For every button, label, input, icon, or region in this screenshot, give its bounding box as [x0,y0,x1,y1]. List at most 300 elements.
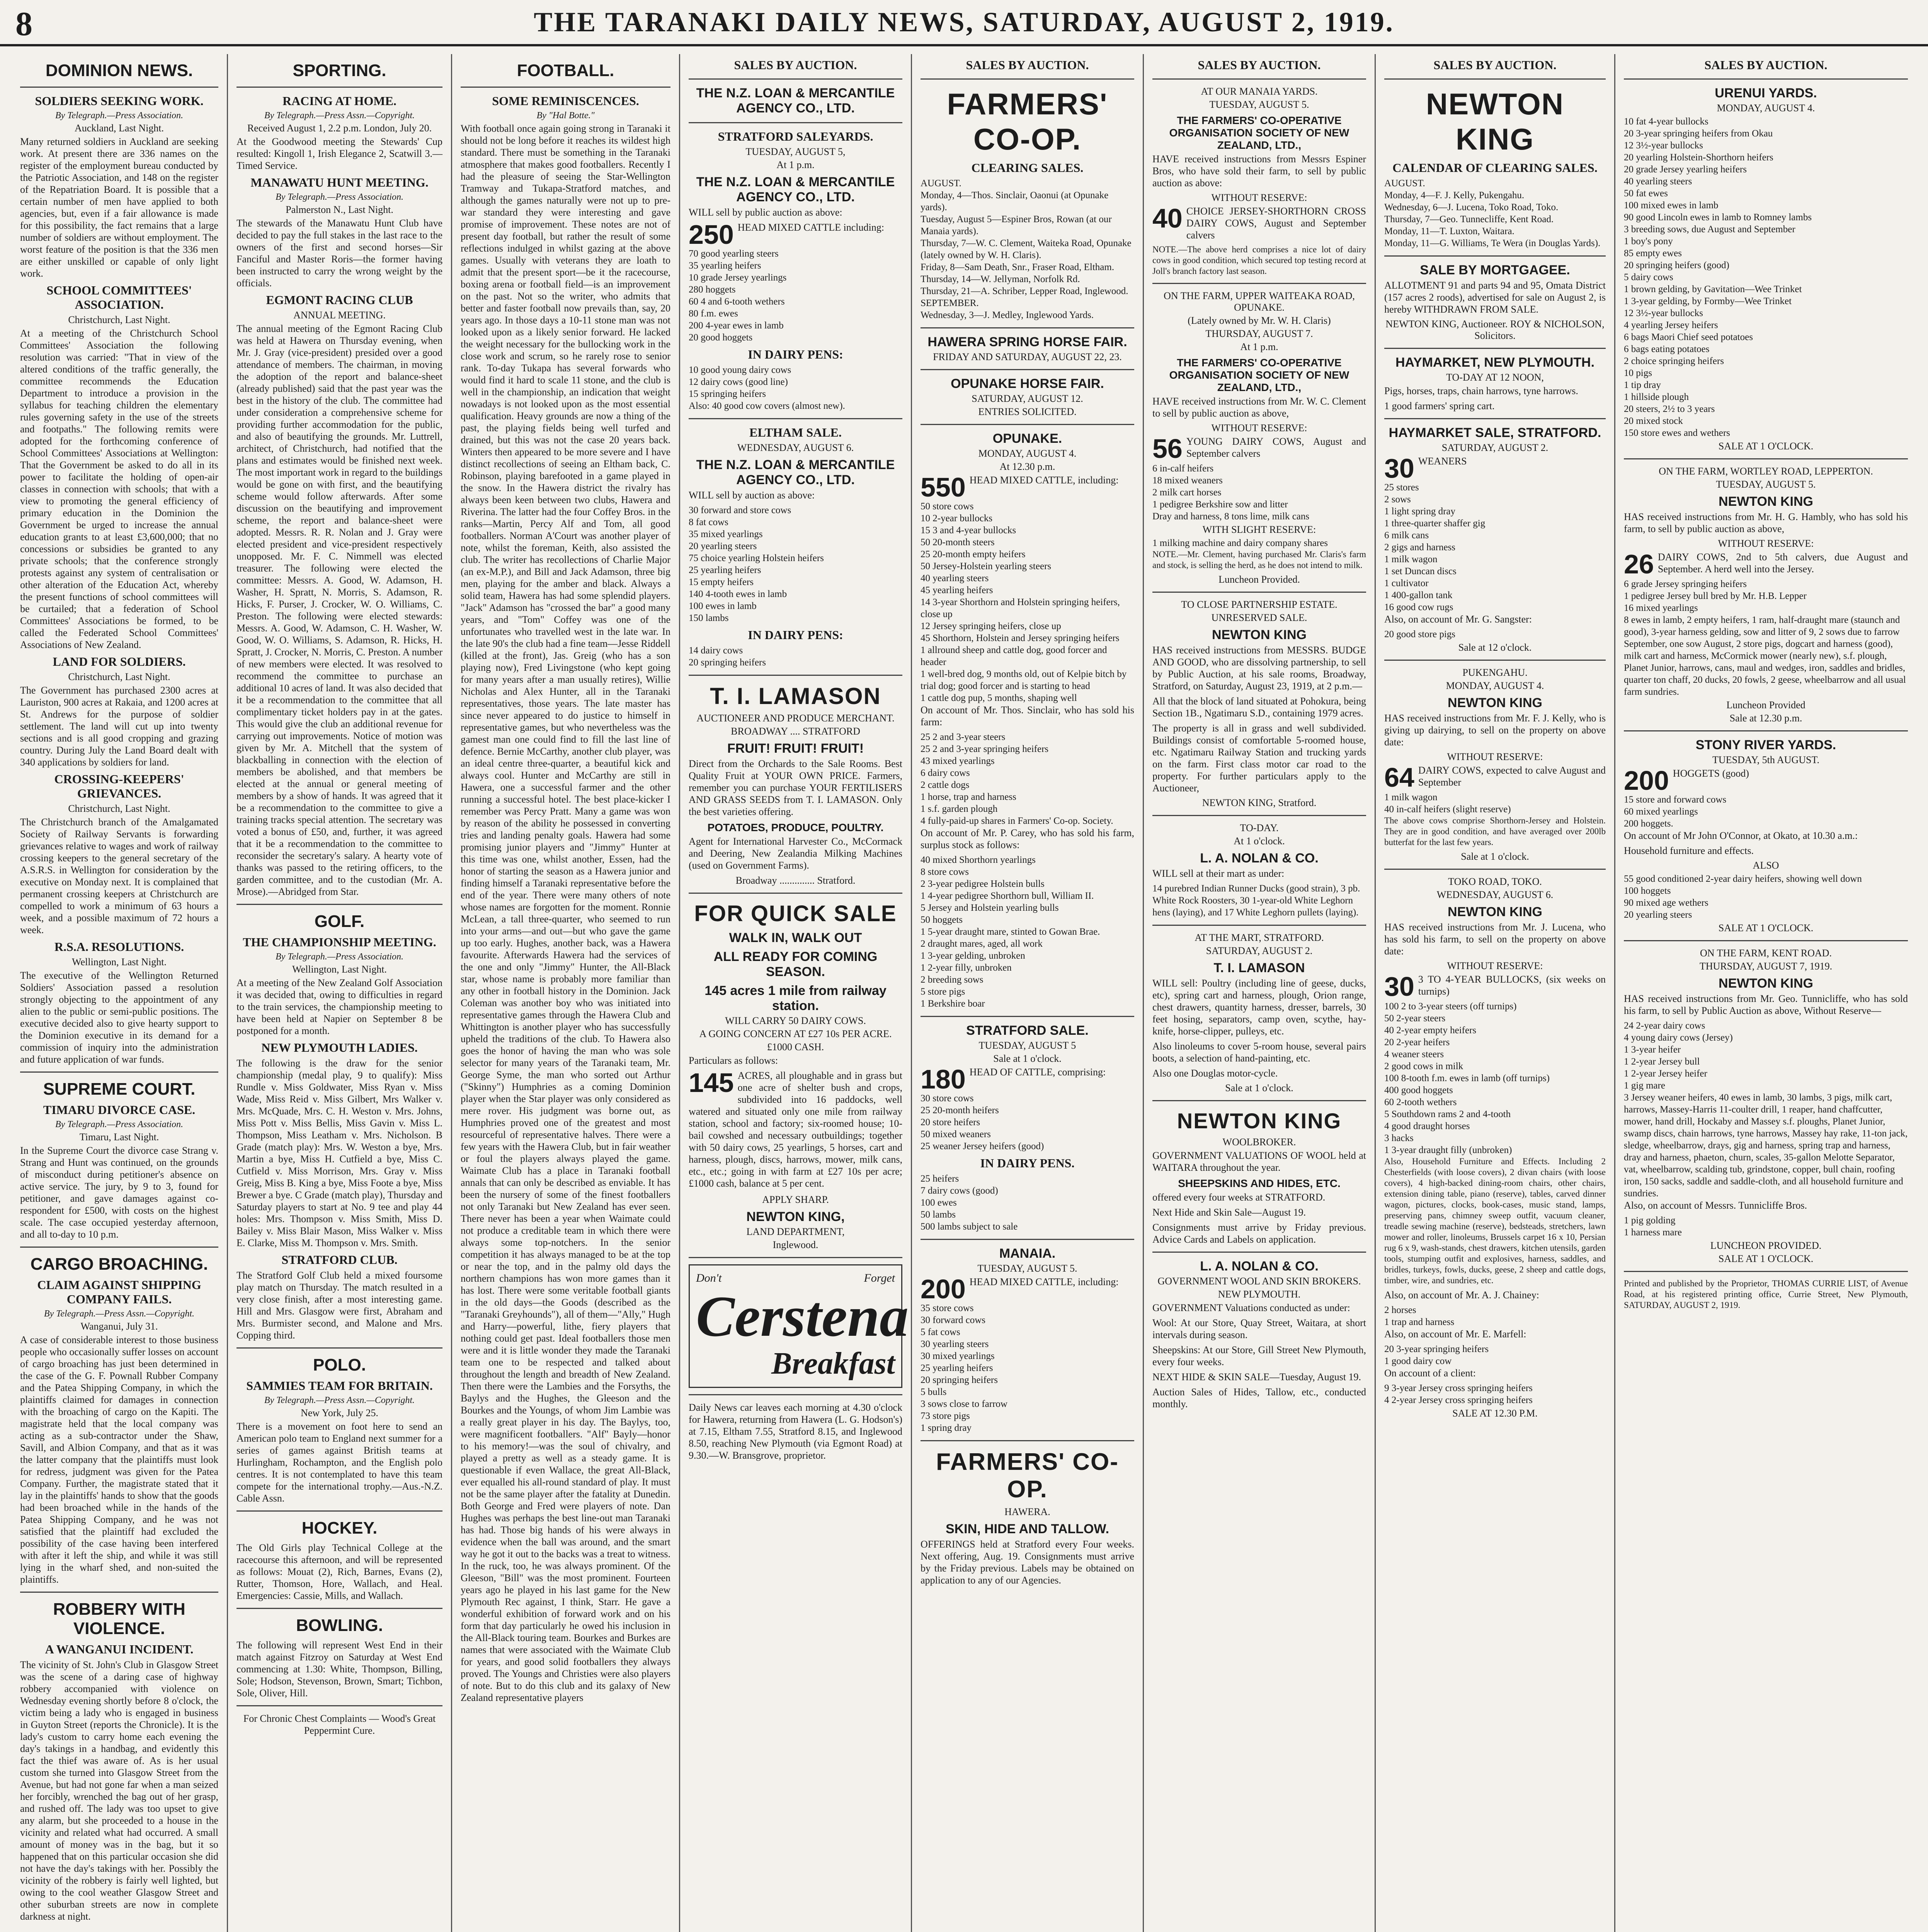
divider [689,893,902,894]
sale-subheading: UNRESERVED SALE. [1211,612,1307,623]
list-item: 20 springing heifers [921,1375,998,1385]
list-item: 15 springing heifers [689,389,766,399]
lot-count: 56 [1152,434,1183,464]
list-item: 1 2-year Jersey heifer [1624,1068,1707,1079]
signature: NEWTON KING, Auctioneer. ROY & NICHOLSON, Solicitors. [1385,318,1605,341]
list-item: 3 Jersey weaner heifers, 40 ewes in lamb, 30 lambs, 3 pigs, milk cart, harrows, Massey-Harris 11-coulter drill, 1 reaper, hand chaffcutter, mower, hand drill, Hockaby and Massey s.f. ploughs, Planet Junior, swamp discs, chain harrows, tyne harrows, Massey hay rake, 11-ton jack, sledge, wheelbarrow, drays, gig and harness, spring trap and harness, dray and harness, phaeton, churn, scales, 35-gallon Melotte Separator, vat, wheelbarrow, scalding tub, grindstone, copper, bull chain, roofing iron, 150 sacks, saddle and saddle-cloth, and all household furniture and sundries. [1624,1092,1908,1199]
advertisement-text: Consignments must arrive by Friday previous. Advice Cards and Labels on application. [1152,1222,1366,1245]
divider [1624,730,1908,731]
divider [1384,348,1606,349]
list-item: 2 3-year pedigree Holstein bulls [921,879,1045,889]
sale-location: STRATFORD SALEYARDS. [718,129,873,143]
columns [12,54,1916,1932]
advertisement-text: NEXT HIDE & SKIN SALE—Tuesday, August 19. [1152,1371,1361,1383]
sale-owner: (Lately owned by Mr. W. H. Claris) [1188,315,1331,326]
advertisement-text: HAVE received instructions from Messrs Espiner Bros, who have sold their farm, to sell by public auction as above: [1152,153,1366,189]
sale-date: MONDAY, AUGUST 4. [978,448,1077,459]
lot-count: 200 [1624,765,1669,796]
lot-list [1624,116,1908,439]
advertisement-text: 1 good farmers' spring cart. [1384,400,1495,412]
sale-date: MONDAY, AUGUST 4. [1446,680,1544,691]
list-item: 200 4-year ewes in lamb [689,320,784,331]
divider [689,675,902,676]
section-heading: FOOTBALL. [517,61,614,80]
byline: By Telegraph.—Press Association. [275,952,404,962]
sale-date: MONDAY, AUGUST 4. [1717,102,1815,114]
lot-lead: CHOICE JERSEY-SHORTHORN CROSS DAIRY COWS, August and September calvers [1186,206,1366,241]
lot-list [689,504,902,624]
article-body: The following will represent West End in their match against Fitzroy on Saturday at West End commencing at 1.30: White, Thompson, Billing, Sole; Hodson, Stevenson, Brown, Smart; Tichbon, Sole, Oliver, Hill. [237,1639,442,1699]
list-item: 60 4 and 6-tooth wethers [689,296,785,307]
divider [461,87,670,88]
list-item: 6 grade Jersey springing heifers [1624,579,1747,589]
list-item: Thursday, 21—A. Schriber, Lepper Road, Inglewood. [921,286,1128,296]
firm-role: WOOLBROKER. [1222,1136,1296,1148]
section-heading: HOCKEY. [301,1519,378,1537]
section-heading: POLO. [313,1355,366,1374]
article-headline: SOLDIERS SEEKING WORK. [35,94,204,108]
list-item: 15 empty heifers [689,577,754,587]
list-item: 100 ewes [921,1197,957,1208]
divider [1152,815,1366,816]
article-headline: CROSSING-KEEPERS' GRIEVANCES. [54,772,184,800]
list-item: 43 mixed yearlings [921,756,995,766]
divider [20,1247,218,1248]
list-item: 5 bulls [921,1387,947,1397]
list-item: 1 3-year gelding, unbroken [921,951,1025,961]
firm-role: GOVERNMENT WOOL AND SKIN BROKERS. [1157,1276,1361,1287]
list-item: 25 20-month heifers [921,1105,999,1116]
list-item: 60 mixed yearlings [1624,806,1698,817]
sale-heading: TO-DAY. [1240,822,1279,833]
list-item: 40 yearling steers [1624,176,1692,187]
lot-lead: HEAD MIXED CATTLE, including: [969,474,1119,486]
firm-name: THE N.Z. LOAN & MERCANTILE AGENCY CO., LTD. [696,175,895,204]
list-item: 2 milk cart horses [1152,487,1222,498]
sale-location: OPUNAKE. [992,431,1062,446]
divider [1384,418,1606,419]
list-item: Dray and harness, 8 tons lime, milk cans [1152,511,1310,522]
sale-time: At 1 p.m. [776,159,815,170]
list-item: 12 dairy cows (good line) [689,377,788,387]
luncheon-note: Luncheon Provided. [1218,574,1300,585]
list-item: 30 forward cows [921,1315,986,1325]
list-item: 30 mixed yearlings [921,1351,995,1361]
advertisement-text: Auction Sales of Hides, Tallow, etc., conducted monthly. [1152,1386,1366,1410]
article-subheadline: TIMARU DIVORCE CASE. [43,1103,196,1117]
list-item: 16 mixed yearlings [1624,603,1698,613]
sale-heading: SKIN, HIDE AND TALLOW. [945,1522,1109,1536]
list-item: 5 dairy cows [1624,272,1673,282]
dateline: Received August 1, 2.2 p.m. London, July 20. [247,122,432,134]
signature: NEWTON KING, Stratford. [1202,797,1317,808]
article-body: The Christchurch branch of the Amalgamated Society of Railway Servants is forwarding grievances relative to wages and work of railway crossing keepers to the general secretary of the A.S.R.S. in Wellington for consideration by the executive on Monday next. It is complained that permanent crossing keepers at Christchurch are compelled to work a minimum of 63 hours a week, and a possible maximum of 72 hours a week. [20,816,218,935]
section-heading: ROBBERY WITH VIOLENCE. [53,1600,185,1638]
article-body: The Old Girls play Technical College at the racecourse this afternoon, and will be represented as follows: Mouat (2), Rich, Barnes, Evans (2), Rutter, Thomson, Hore, Wallach, and Heal. Emergencies: Cassie, Mills, and Wallach. [237,1542,442,1601]
column-header: SALES BY AUCTION. [1704,58,1828,72]
sale-date: WEDNESDAY, AUGUST 6. [737,442,854,453]
lot-list [1624,873,1908,921]
article-subheadline: SAMMIES TEAM FOR BRITAIN. [246,1379,433,1393]
pens-heading: IN DAIRY PENS. [980,1156,1075,1170]
byline: By Telegraph.—Press Assn.—Copyright. [264,1395,415,1405]
list-item: 25 2 and 3-year steers [921,732,1006,742]
firm-name: NEWTON KING [1426,87,1564,156]
list-item: Monday, 11—G. Williams, Te Wera (in Douglas Yards). [1384,238,1601,248]
list-item: 1 boy's pony [1624,236,1673,247]
list-item: 40 yearling steers [921,573,989,583]
list-item: 7 dairy cows (good) [921,1185,998,1196]
article-body: At the Goodwood meeting the Stewards' Cup resulted: Kingoll 1, Irish Elegance 2, Scatwill 3.—Timed Service. [237,136,442,171]
article-headline: SCHOOL COMMITTEES' ASSOCIATION. [46,283,192,311]
advertisement-text: ALLOTMENT 91 and parts 94 and 95, Omata District (157 acres 2 roods), advertised for sale on August 2, is hereby WITHDRAWN FROM SALE. [1384,280,1606,315]
list-item: 20 springing heifers (good) [1624,260,1729,270]
list-item: 12 3½-year bullocks [1624,140,1703,151]
list-item: AUGUST. [921,178,961,189]
dateline: Christchurch, Last Night. [68,314,170,325]
divider [921,1440,1134,1441]
list-item: 1 three-quarter shaffer gig [1384,518,1486,529]
divider [1624,1271,1908,1272]
lot-list [921,854,1134,1010]
list-item: 8 ewes in lamb, 2 empty heifers, 1 ram, half-draught mare (staunch and good), 3-year harness gelding, sow and litter of 9, 2 sows due to farrow September, one sow August, 2 store pigs, dogcart and harness (good), milk cart and harness, McCormick mower (nearly new), s.f. plough, Planet Junior, harrows, cans, maul and wedges, iron, saddles and bridles, quarter ton chaff, 20 ducks, 20 fowls, 2 geese, wheelbarrow and all usual farm sundries. [1624,615,1906,697]
firm-name: FARMERS' CO-OP. [936,1449,1119,1503]
list-item: 1 400-gallon tank [1384,590,1453,600]
firm-address: Broadway .............. Stratford. [735,875,856,886]
article-body: At a meeting of the New Zealand Golf Association it was decided that, owing to difficulties in regard to the train services, the championship meeting to have been held at Napier on September 8 be postponed for a month. [237,977,442,1036]
list-item: 45 yearling heifers [921,585,993,595]
list-item: 100 8-tooth f.m. ewes in lamb (off turnips) [1384,1073,1550,1083]
list-item: Thursday, 7—Geo. Tunnecliffe, Kent Road. [1384,214,1554,224]
lot-list [1624,578,1908,698]
account-intro: On account of Mr. Thos. Sinclair, who has sold his farm: [921,704,1134,728]
dateline: Wellington, Last Night. [292,964,387,975]
column-header: SALES BY AUCTION. [966,58,1089,72]
lot-lead: 3 TO 4-YEAR BULLOCKS, (six weeks on turnips) [1418,974,1606,997]
column-dominion-news [12,54,228,1932]
list-item: 140 4-tooth ewes in lamb [689,589,787,599]
divider [689,122,902,123]
dateline: Wellington, Last Night. [72,956,167,968]
list-item: 3 sows close to farrow [921,1399,1007,1409]
article-body: The Government has purchased 2300 acres at Lauriston, 900 acres at Rakaia, and 1200 acres at St. Andrews for the purpose of soldier settlement. The land will cut up into twenty sections and is all good cropping and grazing country. During July the Land Board dealt with 340 applications by soldiers for land. [20,685,218,768]
advertisement-text: Household furniture and effects. [1624,845,1754,856]
sale-note: The above cows comprise Shorthorn-Jersey and Holstein. They are in good condition, and have averaged over 200lb butterfat for the last few years. [1384,816,1606,847]
lot-lead: HEAD OF CATTLE, comprising: [969,1066,1106,1078]
list-item: 2 draught mares, aged, all work [921,939,1043,949]
reserve-note: WITHOUT RESERVE: [1718,538,1814,549]
advertisement-text: offered every four weeks at STRATFORD. [1152,1192,1326,1203]
firm-name: THE N.Z. LOAN & MERCANTILE AGENCY CO., LTD. [696,86,895,116]
list-item: 35 mixed yearlings [689,529,763,539]
article-body: The following is the draw for the senior championship (medal play, 9 to qualify): Miss Rundle v. Miss Goldwater, Miss Ryan v. Miss Wade, Miss Reid v. Miss Gilbert, Mrs Walker v. Mrs. McQuade, Mrs. C. H. Weston v. Mrs. Johns, Miss Pott v. Miss Bellis, Miss Gavin v. Miss L. Thompson, Miss Leatham v. Mrs. Nicholson. B Grade (match play): Mrs. W. Weston a bye, Mrs. Martin a bye, Miss H. Cutfield a bye, Miss C. Cutfield v. Miss Morrison, Mrs. Gray v. Miss Greig, Miss B. King a bye, Miss Foote a bye, Miss Brewer a bye. C Grade (match play), Thursday and Saturday players to start at No. 9 tee and play 44 holes: Mrs. Thompson v. Miss Smith, Miss D. Bailey v. Miss Blair Mason, Miss Walker v. Miss E. Clarke, Miss M. Thompson v. Mrs. Smith. [237,1058,442,1248]
list-item: 20 good store pigs [1384,629,1456,639]
list-item: 1 horse, trap and harness [921,792,1016,802]
lot-list [921,731,1134,827]
list-item: SEPTEMBER. [921,298,979,308]
article-body: Many returned soldiers in Auckland are seeking work. At present there are 336 names on the register of the employment bureau conducted by the Patriotic Association, and 148 on the register of the Repatriation Board. It is possible that a certain number of men have applied to both agencies, but, even if a fair allowance is made for this possibility, the fact remains that a large number of soldiers are without employment. The worst feature of the position is that the 336 men are either unskilled or capable of only light work. [20,136,218,279]
list-item: 3 hacks [1384,1133,1414,1143]
advertisement-text: For Chronic Chest Complaints — Wood's Great Peppermint Cure. [243,1713,436,1736]
article-headline: MANAWATU HUNT MEETING. [250,175,429,189]
list-item: 1 2-year Jersey bull [1624,1056,1700,1067]
list-item: 20 yearling steers [1624,910,1692,920]
list-item: 4 weaner steers [1384,1049,1444,1060]
firm-name: THE FARMERS' CO-OPERATIVE ORGANISATION SOCIETY OF NEW ZEALAND, LTD., [1169,114,1349,151]
account-intro: Also, on account of Mr. A. J. Chainey: [1384,1289,1539,1301]
list-item: 400 good hoggets [1384,1085,1453,1095]
article-headline: EGMONT RACING CLUB [266,293,413,307]
page-number: 8 [15,5,32,43]
list-item: 100 2 to 3-year steers (off turnips) [1384,1001,1517,1012]
list-item: 1 good dairy cow [1384,1356,1452,1366]
list-item: 40 2-year empty heifers [1384,1025,1477,1036]
advertisement-text: HAS received instructions from Mr. Geo. Tunnicliffe, who has sold his farm, to sell by Public Auction as above, Without Reserve— [1624,993,1908,1016]
list-item: 1 trap and harness [1384,1317,1455,1327]
divider [689,1394,902,1395]
lot-lead: HOGGETS (good) [1673,768,1749,779]
article-body: A case of considerable interest to those business people who occasionally suffer losses on account of cargo broaching has just been determined in the case of the G. F. Pownall Rubber Company and the Patea Shipping Company, in which the plaintiffs claimed for damages in connection with the broaching of cargo on the Kapiti. The magistrate held that the local company was acting as a sub-contractor under the Shaw, Savill, and Albion Company, and that as it was the latter company that the plaintiffs must look for redress, judgment was given for the Patea Company. Further, the magistrate stated that it lay in the plaintiffs' hands to show that the goods had been broached while in the hands of the Patea Shipping Company, and he was not satisfied that the plaintiff had excluded the possibility of the case having been interfered with after it left the ship, and while it was still lying in the wharf shed, and non-suited the plaintiffs. [20,1334,218,1585]
article-body: At a meeting of the Christchurch School Committees' Association the following resolution was carried: "That in view of the altered conditions of the traffic generally, the committee recommends the Education Department to introduce a provision in the syllabus for teaching children the elementary rules governing safety in the use of the streets and footpaths." The following remits were adopted for the forthcoming conference of School Committees' Associations at Wellington: That the Government be asked to do all in its power to facilitate the holding of open-air classes in connection with schools; that with a view to promoting the general efficiency of primary education in the Dominion the Government be urged to increase the annual education grants to at least £3,600,000; that no concessions or subsidies be granted to any private schools; that the conference strongly protests against any system of centralisation or other alteration of the Education Act, whereby the present functions of school committees will be curtailed; that a federation of School Committees' Associations be formed, to be called the Federated School Committees' Associations of New Zealand. [20,328,218,650]
sale-time: SALE AT 1 O'CLOCK. [1718,1253,1814,1264]
divider [1152,1252,1366,1253]
lot-list [1384,791,1606,815]
sale-heading: HAYMARKET SALE, STRATFORD. [1389,425,1601,440]
firm-name: T. I. LAMASON [710,683,881,709]
article-headline: R.S.A. RESOLUTIONS. [54,940,184,954]
advertisement-text: Also one Douglas motor-cycle. [1152,1068,1278,1079]
sale-date: TUESDAY, 5th AUGUST. [1712,754,1819,765]
lot-list [1624,794,1908,830]
divider [1624,78,1908,80]
list-item: 3 breeding sows, due August and September [1624,224,1795,235]
list-item: 12 3½-year bullocks [1624,308,1703,318]
sale-heading: STRATFORD SALE. [966,1023,1089,1038]
advertisement-text: Daily News car leaves each morning at 4.30 o'clock for Hawera, returning from Hawera (L. G. Hodson's) at 7.15, Eltham 7.55, Stratford 8.15, and Inglewood 8.50, reaching New Plymouth (via Egmont Road) at 9.30.—W. Bransgrove, proprietor. [689,1402,902,1461]
list-item: 1 s.f. garden plough [921,804,998,814]
reserve-note: WITHOUT RESERVE: [1447,960,1543,971]
list-item: 200 hoggets. [1624,818,1673,829]
list-item: 85 empty ewes [1624,248,1682,259]
list-item: 1 3-year gelding, by Formby—Wee Trinket [1624,296,1792,306]
list-item: 2 good cows in milk [1384,1061,1463,1071]
list-item: 1 set Duncan discs [1384,566,1457,577]
sale-time: SALE AT 1 O'CLOCK. [1718,440,1814,452]
article-subheadline: ANNUAL MEETING. [293,310,386,321]
list-item: Thursday, 14—W. Jellyman, Norfolk Rd. [921,274,1080,284]
lot-count: 180 [921,1064,966,1094]
list-item: 4 young dairy cows (Jersey) [1624,1032,1733,1043]
divider [689,1257,902,1258]
sale-date: TUESDAY, AUGUST 5. [1209,99,1309,110]
sale-note: Also, Household Furniture and Effects. Including 2 Chesterfields (with loose covers), 2 divan chairs (with loose covers), 4 high-backed dining-room chairs, other chairs, extension dining table, piano (reserve), tables, carved dinner wagon, pictures, clocks, book-cases, music stand, lamps, preserving pans, chimney sweep outfit, vacuum cleaner, treadle sewing machine (reserve), bedsteads, stretchers, lawn mower and roller, linoleums, Brussels carpet 16 x 10, Persian rug 6 x 9, wash-stands, chest drawers, kitchen utensils, garden tools, stumping outfit and explosives, harness, saddles, and bridles, turkeys, fowls, ducks, geese, 2 sheep and cattle dogs, timber, wire, and sundries, etc. [1384,1156,1606,1285]
ad-tagline: Don't [696,1272,722,1284]
list-item: 2 sows [1384,494,1411,505]
list-item: Also: 40 good cow covers (almost new). [689,401,845,411]
sale-heading: SHEEPSKINS AND HIDES, ETC. [1178,1177,1341,1189]
list-item: 4 good draught horses [1384,1121,1470,1131]
lot-list [1384,1304,1606,1328]
firm-name: T. I. LAMASON [1213,961,1305,975]
sale-heading: TO CLOSE PARTNERSHIP ESTATE. [1181,599,1338,610]
sale-location: ON THE FARM, UPPER WAITEAKA ROAD, OPUNAKE. [1164,290,1355,313]
section-heading: GOLF. [314,912,365,931]
list-item: 35 store cows [921,1303,974,1313]
sale-time: Sale at 12.30 p.m. [1729,713,1802,724]
reserve-note: WITH SLIGHT RESERVE: [1202,524,1316,535]
lot-count: 250 [689,219,734,250]
list-item: 16 good cow rugs [1384,602,1453,612]
dateline: Christchurch, Last Night. [68,803,170,814]
list-item: 40 mixed Shorthorn yearlings [921,855,1036,865]
list-item: 15 store and forward cows [1624,794,1727,805]
list-item: 90 good Lincoln ewes in lamb to Romney lambs [1624,212,1812,223]
column-auction-farmers-coop [912,54,1144,1932]
list-item: 2 choice springing heifers [1624,356,1724,366]
luncheon-note: LUNCHEON PROVIDED. [1710,1240,1822,1251]
article-subheadline: A WANGANUI INCIDENT. [45,1642,194,1656]
list-item: 1 5-year draught mare, stinted to Gowan Brae. [921,927,1100,937]
byline: By "Hal Botte." [536,111,595,121]
sale-date: TO-DAY AT 12 NOON, [1446,372,1544,383]
reserve-note: WITHOUT RESERVE: [1211,422,1307,434]
divider [1152,925,1366,926]
list-item: 20 2-year heifers [1384,1037,1450,1048]
divider [237,1347,442,1349]
column-football [452,54,680,1932]
article-headline: NEW PLYMOUTH LADIES. [261,1041,418,1054]
divider [1624,940,1908,941]
advertisement-text: Also linoleums to cover 5-room house, several pairs boots, a selection of hand-painting, etc. [1152,1041,1366,1064]
lot-list [1624,1214,1908,1238]
column-auction-manaia [1144,54,1376,1932]
cerstena-logo: Cerstena [696,1284,909,1349]
firm-name: NEWTON KING [1719,976,1813,991]
list-item: 14 dairy cows [689,645,743,656]
lot-list [1384,1343,1606,1367]
list-item: 70 good yearling steers [689,248,779,259]
list-item: AUGUST. [1384,178,1425,189]
list-item: 50 2-year steers [1384,1013,1446,1024]
divider [237,87,442,88]
list-item: 25 20-month empty heifers [921,549,1026,560]
list-item: 5 store pigs [921,986,965,997]
article-subheadline: CLAIM AGAINST SHIPPING COMPANY FAILS. [37,1278,201,1306]
list-item: 100 ewes in lamb [689,601,757,611]
list-item: Monday, 4—Thos. Sinclair, Oaonui (at Opunake yards). [921,190,1109,213]
list-item: 8 store cows [921,867,969,877]
list-item: 2 breeding sows [921,975,984,985]
quick-sale-subheading: WALK IN, WALK OUT [729,930,862,945]
account-intro: On account of Mr John O'Connor, at Okato, at 10.30 a.m.: [1624,830,1858,841]
agent-town: Inglewood. [773,1239,819,1250]
cerstena-advertisement [689,1264,909,1388]
firm-address: BROADWAY .... STRATFORD [731,726,860,737]
sale-date: FRIDAY AND SATURDAY, AUGUST 22, 23. [933,351,1122,362]
list-item: 1 3-year heifer [1624,1044,1681,1055]
lot-lead: HEAD MIXED CATTLE, including: [969,1276,1119,1287]
column-header: SALES BY AUCTION. [1433,58,1557,72]
list-item: 1 allround sheep and cattle dog, good forcer and header [921,645,1107,667]
sale-heading: OPUNAKE HORSE FAIR. [951,376,1104,391]
sale-heading: SALE BY MORTGAGEE. [1420,263,1570,277]
section-heading: SPORTING. [293,61,386,80]
divider [1152,1100,1366,1101]
list-item: 10 good young dairy cows [689,365,791,375]
advertisement-text: GOVERNMENT VALUATIONS OF WOOL held at WAITARA throughout the year. [1152,1150,1366,1173]
divider [689,78,902,80]
advertisement-text: OFFERINGS held at Stratford every Four weeks. Next offering, Aug. 19. Consignments must arrive by the Friday previous. Labels may be obtained on application to any of our Agencies. [921,1539,1134,1586]
list-item: 150 lambs [689,613,729,623]
advertisement-text: HAS received instructions from Mr. J. Lucena, who has sold his farm, to sell on the property on above date: [1384,922,1606,957]
list-item: 25 weaner Jersey heifers (good) [921,1141,1044,1151]
list-item: 30 forward and store cows [689,505,791,515]
list-item: 25 heifers [921,1173,959,1184]
advertisement-text: Agent for International Harvester Co., McCormack and Deering, New Zealandia Milking Machines (used on Government Farms). [689,836,902,871]
lot-count: 30 [1384,453,1414,483]
quick-sale-subheading: 145 acres 1 mile from railway station. [704,983,887,1013]
firm-town: HAWERA. [1004,1506,1050,1517]
ad-tagline: Forget [864,1272,895,1284]
list-item: 45 Shorthorn, Holstein and Jersey springing heifers [921,633,1120,643]
sale-date: TUESDAY, AUGUST 5 [978,1040,1076,1051]
list-item: 500 lambs subject to sale [921,1221,1018,1232]
list-item: 50 20-month steers [921,537,995,548]
list-item: 1 3-year draught filly (unbroken) [1384,1145,1512,1155]
list-item: 2 cattle dogs [921,780,970,790]
advertisement-text: HAVE received instructions from Mr. W. C. Clement to sell by public auction as above, [1152,396,1366,419]
lot-list [1384,481,1606,613]
list-item: 150 store ewes and wethers [1624,428,1730,438]
list-item: 40 in-calf heifers (slight reserve) [1384,804,1511,815]
list-item: 2 horses [1384,1305,1416,1315]
divider [237,1705,442,1706]
list-item: 30 yearling steers [921,1339,989,1349]
advertisement-text: Sheepskins: At our Store, Gill Street New Plymouth, every four weeks. [1152,1344,1366,1367]
list-item: 1 cattle dog pup, 5 months, shaping well [921,693,1077,703]
list-item: 20 yearling steers [689,541,757,551]
list-item: 90 mixed age wethers [1624,898,1708,908]
divider [1152,78,1366,80]
list-item: 5 Jersey and Holstein yearling bulls [921,903,1059,913]
list-item: 1 milking machine and dairy company shares [1152,538,1328,548]
lot-lead: YOUNG DAIRY COWS, August and September calvers [1186,436,1366,459]
article-headline: STRATFORD CLUB. [281,1253,398,1267]
divider [921,424,1134,425]
account-intro: On account of Mr. P. Carey, who has sold his farm, surplus stock as follows: [921,827,1134,850]
divider [921,1239,1134,1240]
divider [921,369,1134,370]
list-item: Tuesday, August 5—Espiner Bros, Rowan (at our Manaia yards). [921,214,1112,236]
list-item: 1 tip dray [1624,380,1661,390]
sale-location: TOKO ROAD, TOKO. [1448,876,1542,887]
firm-name: NEWTON KING [1212,628,1307,642]
list-item: 100 hoggets [1624,886,1671,896]
quick-sale-note: £1000 CASH. [767,1041,824,1053]
lot-list [689,248,902,344]
advertisement-text: HAS received instructions from Mr. H. G. Hambly, who has sold his farm, to sell by public auction as above, [1624,511,1908,534]
printer-imprint: Printed and published by the Proprietor, THOMAS CURRIE LIST, of Avenue Road, at his registered printing office, Currie Street, New Plymouth, SATURDAY, AUGUST 2, 1919. [1624,1279,1908,1310]
quick-sale-note: Particulars as follows: [689,1055,778,1066]
advertisement-text: Wool: At our Store, Quay Street, Waitara, at short intervals during season. [1152,1317,1366,1340]
divider [20,1592,218,1593]
advertisement-text: HAS received instructions from Mr. F. J. Kelly, who is giving up dairying, to sell on the property on above date: [1384,713,1606,748]
account-intro: On account of a client: [1384,1367,1476,1379]
list-item: 50 Jersey-Holstein yearling steers [921,561,1052,571]
article-headline: RACING AT HOME. [282,94,396,108]
list-item: 1 light spring dray [1384,506,1456,517]
list-item: 5 Southdown rams 2 and 4-tooth [1384,1109,1511,1119]
